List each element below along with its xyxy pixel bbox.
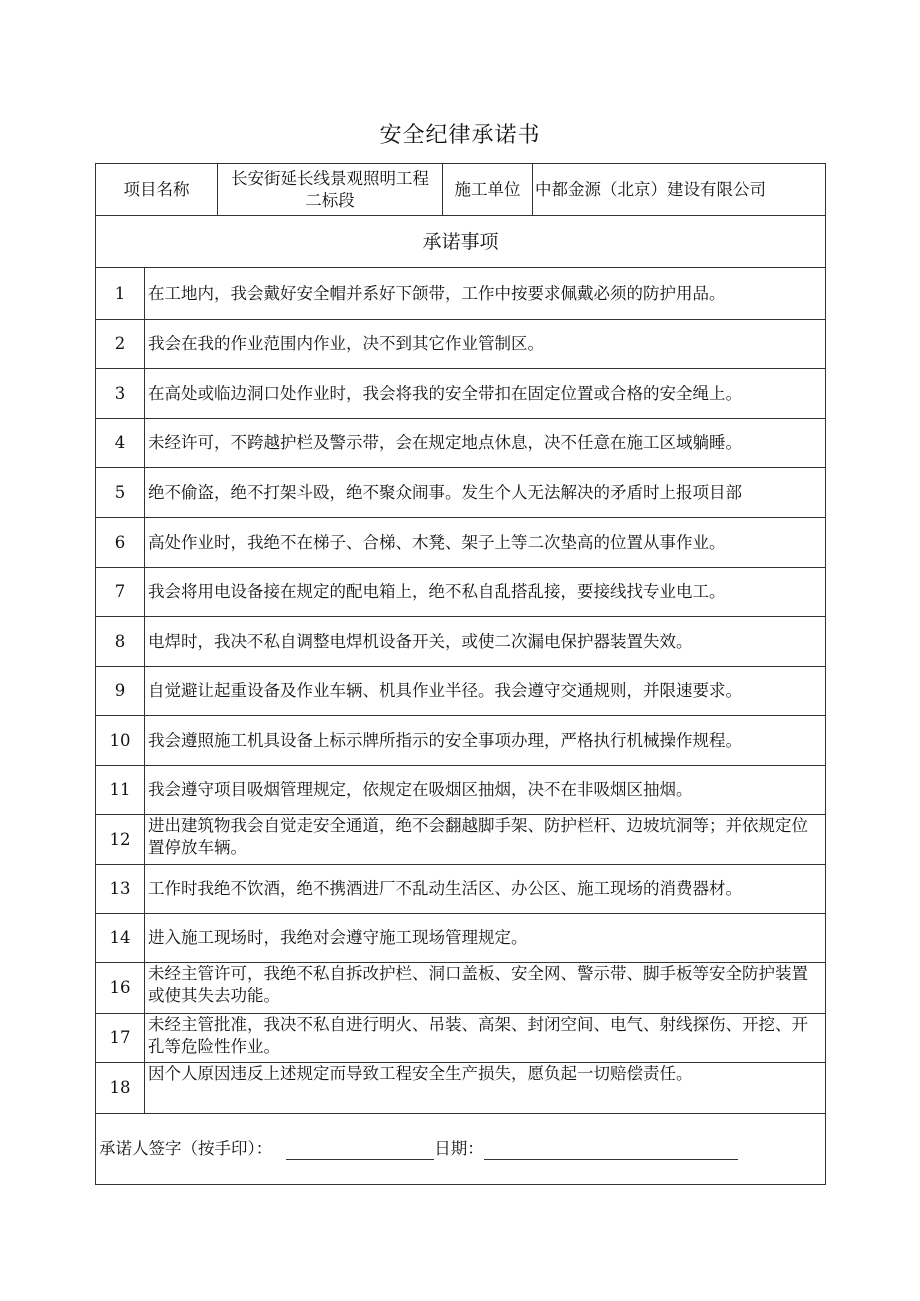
pledge-item-row — [96, 468, 826, 518]
pledge-item-number: 17 — [96, 1014, 145, 1063]
pledge-item-row — [96, 617, 826, 667]
pledge-item-text: 绝不偷盗，绝不打架斗殴，绝不聚众闹事。发生个人无法解决的矛盾时上报项目部 — [145, 468, 826, 518]
section-title-row — [96, 216, 826, 268]
pledge-item-number: 11 — [96, 766, 145, 815]
pledge-item-row — [96, 320, 826, 369]
section-title: 承诺事项 — [96, 216, 826, 268]
project-name-label: 项目名称 — [96, 164, 218, 216]
pledge-item-row — [96, 1014, 826, 1063]
pledge-item-text: 因个人原因违反上述规定而导致工程安全生产损失，愿负起一切赔偿责任。 — [145, 1063, 826, 1114]
pledge-item-number: 8 — [96, 617, 145, 667]
pledge-item-text: 未经许可，不跨越护栏及警示带，会在规定地点休息，决不任意在施工区域躺睡。 — [145, 419, 826, 468]
pledge-item-text: 自觉避让起重设备及作业车辆、机具作业半径。我会遵守交通规则，并限速要求。 — [145, 667, 826, 716]
pledge-item-row — [96, 369, 826, 419]
pledge-item-row — [96, 667, 826, 716]
pledge-item-row — [96, 716, 826, 766]
pledge-item-text: 未经主管批准，我决不私自进行明火、吊装、高架、封闭空间、电气、射线探伤、开挖、开孔等危险性作业。 — [145, 1014, 826, 1063]
pledge-item-number: 4 — [96, 419, 145, 468]
pledge-item-row — [96, 518, 826, 568]
project-info-row — [96, 164, 826, 216]
pledge-table — [95, 163, 826, 1185]
pledge-item-row — [96, 766, 826, 815]
signature-row — [96, 1114, 826, 1185]
construction-unit-label: 施工单位 — [443, 164, 533, 216]
construction-unit-value: 中都金源（北京）建设有限公司 — [533, 164, 826, 216]
pledge-item-number: 14 — [96, 914, 145, 963]
pledge-item-number: 18 — [96, 1063, 145, 1114]
pledge-item-row — [96, 268, 826, 320]
pledge-item-number: 7 — [96, 568, 145, 617]
pledge-item-number: 12 — [96, 815, 145, 865]
pledge-item-text: 在高处或临边洞口处作业时，我会将我的安全带扣在固定位置或合格的安全绳上。 — [145, 369, 826, 419]
signer-label: 承诺人签字（按手印）： — [99, 1139, 273, 1158]
signer-signature-line[interactable] — [286, 1141, 434, 1160]
project-name-value: 长安街延长线景观照明工程二标段 — [218, 164, 443, 216]
pledge-item-text: 进入施工现场时，我绝对会遵守施工现场管理规定。 — [145, 914, 826, 963]
pledge-item-text: 我会在我的作业范围内作业，决不到其它作业管制区。 — [145, 320, 826, 369]
date-label: 日期： — [434, 1139, 484, 1158]
pledge-item-text: 工作时我绝不饮酒，绝不携酒进厂不乱动生活区、办公区、施工现场的消费器材。 — [145, 865, 826, 914]
pledge-item-row — [96, 815, 826, 865]
pledge-item-number: 10 — [96, 716, 145, 766]
signature-cell — [96, 1114, 826, 1185]
pledge-item-text: 我会遵守项目吸烟管理规定，依规定在吸烟区抽烟，决不在非吸烟区抽烟。 — [145, 766, 826, 815]
pledge-item-number: 2 — [96, 320, 145, 369]
pledge-item-number: 16 — [96, 963, 145, 1014]
pledge-item-row — [96, 914, 826, 963]
pledge-item-number: 3 — [96, 369, 145, 419]
pledge-item-text: 我会将用电设备接在规定的配电箱上，绝不私自乱搭乱接，要接线找专业电工。 — [145, 568, 826, 617]
pledge-item-row — [96, 865, 826, 914]
pledge-item-text: 在工地内，我会戴好安全帽并系好下颌带，工作中按要求佩戴必须的防护用品。 — [145, 268, 826, 320]
pledge-item-number: 1 — [96, 268, 145, 320]
pledge-item-number: 9 — [96, 667, 145, 716]
pledge-item-row — [96, 568, 826, 617]
pledge-item-row — [96, 963, 826, 1014]
pledge-item-text: 未经主管许可，我绝不私自拆改护栏、洞口盖板、安全网、警示带、脚手板等安全防护装置或使其失去功能。 — [145, 963, 826, 1014]
pledge-item-text: 高处作业时，我绝不在梯子、合梯、木凳、架子上等二次垫高的位置从事作业。 — [145, 518, 826, 568]
pledge-item-text: 进出建筑物我会自觉走安全通道，绝不会翻越脚手架、防护栏杆、边坡坑洞等；并依规定位置停放车辆。 — [145, 815, 826, 865]
pledge-item-row — [96, 1063, 826, 1114]
pledge-item-number: 5 — [96, 468, 145, 518]
pledge-item-number: 6 — [96, 518, 145, 568]
pledge-item-text: 我会遵照施工机具设备上标示牌所指示的安全事项办理，严格执行机械操作规程。 — [145, 716, 826, 766]
document-title: 安全纪律承诺书 — [379, 123, 541, 148]
pledge-item-number: 13 — [96, 865, 145, 914]
date-line[interactable] — [484, 1141, 738, 1160]
pledge-item-text: 电焊时，我决不私自调整电焊机设备开关，或使二次漏电保护器装置失效。 — [145, 617, 826, 667]
pledge-item-row — [96, 419, 826, 468]
